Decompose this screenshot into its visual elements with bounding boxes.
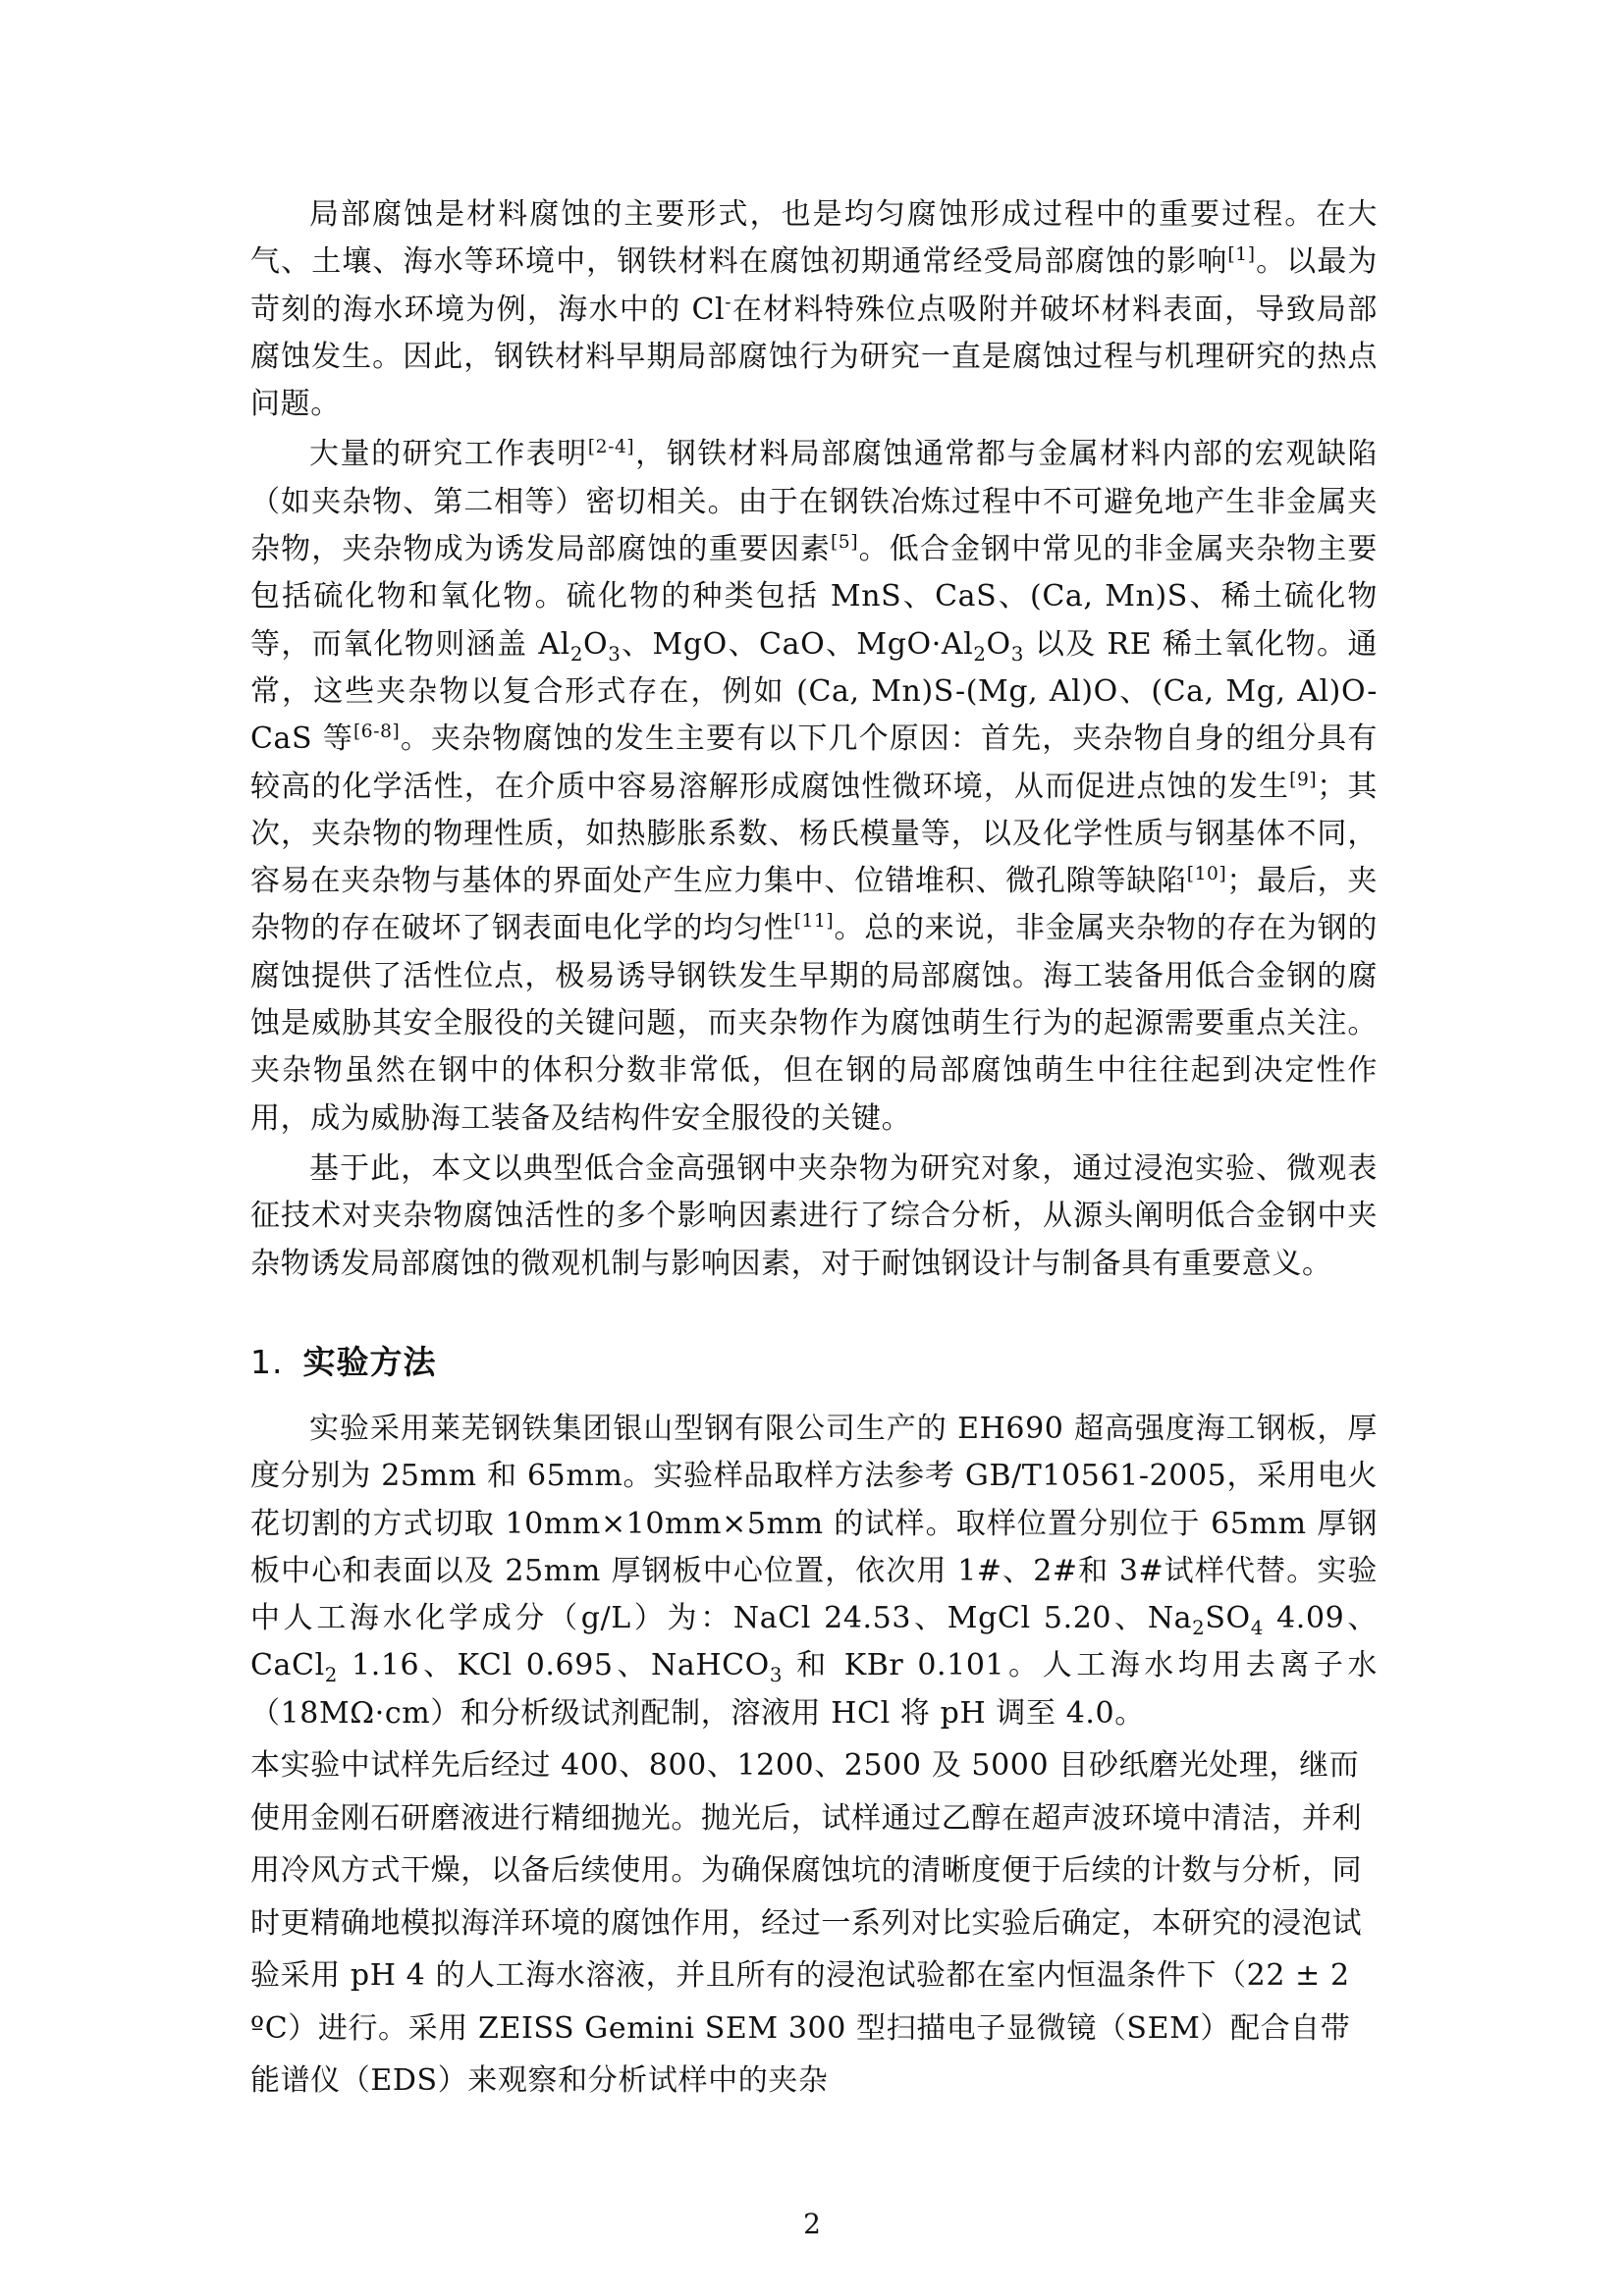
paragraph-1: 局部腐蚀是材料腐蚀的主要形式，也是均匀腐蚀形成过程中的重要过程。在大气、土壤、海水等环境中，钢铁材料在腐蚀初期通常经受局部腐蚀的影响[1]。以最为苛刻的海水环境为例，海水中的 Cl-在材料特殊位点吸附并破坏材料表面，导致局部腐蚀发生。因此，钢铁材料早期局部腐蚀行为研究一直是腐蚀过程与机理研究的热点问题。: [250, 197, 1378, 422]
citation-10[interactable]: [10]: [1186, 864, 1227, 885]
paragraph-4: 实验采用莱芜钢铁集团银山型钢有限公司生产的 EH690 超高强度海工钢板，厚度分别为 25mm 和 65mm。实验样品取样方法参考 GB/T10561-2005，采用电火花切割的方式切取 10mm×10mm×5mm 的试样。取样位置分别位于 65mm 厚钢板中心和表面以及 25mm 厚钢板中心位置，依次用 1#、2#和 3#试样代替。实验中人工海水化学成分（g/L）为：NaCl 24.53、MgCl 5.20、$Na_2SO_4$ 4.09、CaCl$_2$ 1.16、KCl 0.695、NaHCO$_3$ 和 KBr 0.101。人工海水均用去离子水（18MΩ·cm）和分析级试剂配制，溶液用 HCl 将 pH 调至 4.0。: [250, 1412, 1378, 1731]
section-title: 实验方法: [302, 1343, 437, 1381]
paragraph-2: 大量的研究工作表明[2-4]，钢铁材料局部腐蚀通常都与金属材料内部的宏观缺陷（如夹杂物、第二相等）密切相关。由于在钢铁冶炼过程中不可避免地产生非金属夹杂物，夹杂物成为诱发局部腐蚀的重要因素[5]。低合金钢中常见的非金属夹杂物主要包括硫化物和氧化物。硫化物的种类包括 MnS、CaS、(Ca, Mn)S、稀土硫化物等，而氧化物则涵盖 $Al_2O_3$、MgO、CaO、$MgO\cdot Al_2O_3$ 以及 RE 稀土氧化物。通常，这些夹杂物以复合形式存在，例如 (Ca, Mn)S-(Mg, Al)O、(Ca, Mg, Al)O-CaS 等[6-8]。夹杂物腐蚀的发生主要有以下几个原因：首先，夹杂物自身的组分具有较高的化学活性，在介质中容易溶解形成腐蚀性微环境，从而促进点蚀的发生[9]；其次，夹杂物的物理性质，如热膨胀系数、杨氏模量等，以及化学性质与钢基体不同，容易在夹杂物与基体的界面处产生应力集中、位错堆积、微孔隙等缺陷[10]；最后，夹杂物的存在破坏了钢表面电化学的均匀性[11]。总的来说，非金属夹杂物的存在为钢的腐蚀提供了活性位点，极易诱导钢铁发生早期的局部腐蚀。海工装备用低合金钢的腐蚀是威胁其安全服役的关键问题，而夹杂物作为腐蚀萌生行为的起源需要重点关注。夹杂物虽然在钢中的体积分数非常低，但在钢的局部腐蚀萌生中往往起到决定性作用，成为威胁海工装备及结构件安全服役的关键。: [250, 437, 1379, 1136]
citation-1[interactable]: [1]: [1227, 244, 1256, 266]
citation-11[interactable]: [11]: [793, 911, 835, 933]
method-paragraphs: [250, 1406, 1378, 2108]
section-number: 1.: [250, 1343, 284, 1381]
intro-paragraphs: [250, 191, 1378, 1288]
citation-9[interactable]: [9]: [1289, 769, 1318, 790]
citation-2-4[interactable]: [2-4]: [587, 437, 635, 458]
page-number: 2: [803, 2208, 821, 2240]
section-heading: [250, 1337, 437, 1383]
citation-5[interactable]: [5]: [831, 532, 859, 554]
paragraph-5: 本实验中试样先后经过 400、800、1200、2500 及 5000 目砂纸磨光处理，继而使用金刚石研磨液进行精细抛光。抛光后，试样通过乙醇在超声波环境中清洁，并利用冷风方式干燥，以备后续使用。为确保腐蚀坑的清晰度便于后续的计数与分析，同时更精确地模拟海洋环境的腐蚀作用，经过一系列对比实验后确定，本研究的浸泡试验采用 pH 4 的人工海水溶液，并且所有的浸泡试验都在室内恒温条件下（22 ± 2 ºC）进行。采用 ZEISS Gemini SEM 300 型扫描电子显微镜（SEM）配合自带能谱仪（EDS）来观察和分析试样中的夹杂: [250, 1748, 1363, 2099]
paragraph-3: 基于此，本文以典型低合金高强钢中夹杂物为研究对象，通过浸泡实验、微观表征技术对夹杂物腐蚀活性的多个影响因素进行了综合分析，从源头阐明低合金钢中夹杂物诱发局部腐蚀的微观机制与影响因素，对于耐蚀钢设计与制备具有重要意义。: [250, 1150, 1378, 1281]
citation-6-8[interactable]: [6-8]: [352, 721, 401, 743]
